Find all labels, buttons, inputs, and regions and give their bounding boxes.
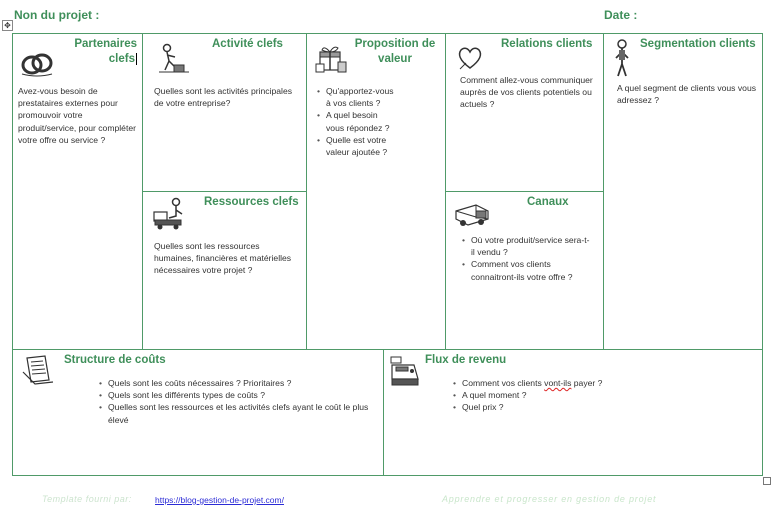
proposition-title: Proposition de valeur: [354, 38, 436, 65]
receipt-icon: [21, 354, 55, 386]
canaux-title: Canaux: [527, 196, 569, 208]
cash-register-icon: [388, 353, 420, 387]
list-item: • A quel besoin vous répondez ?: [326, 109, 395, 133]
spelling-error-mark[interactable]: vont-ils: [544, 378, 572, 388]
truck-icon: [454, 201, 490, 229]
list-item: • A quel moment ?: [462, 389, 743, 401]
partenaires-title: Partenaires clefs: [74, 38, 137, 65]
footer-tagline: Apprendre et progresser en gestion de projet: [442, 494, 657, 504]
list-item: • Comment vos clients vont-ils payer ?: [462, 377, 743, 389]
list-item: • Où votre produit/service sera-t-il vendu ?: [471, 234, 592, 258]
cell-activite-clefs[interactable]: [142, 33, 307, 192]
relations-title: Relations clients: [501, 38, 593, 50]
list-item: • Quelle est votre valeur ajoutée ?: [326, 134, 395, 158]
partenaires-body: Avez-vous besoin de prestataires externes pour promouvoir votre produit/service, pour compléter votre offre ou service ?: [18, 86, 136, 145]
proposition-body: [317, 85, 395, 158]
cell-structure-couts[interactable]: [12, 349, 384, 476]
revenu-title: Flux de revenu: [425, 354, 507, 366]
cell-proposition-valeur[interactable]: [306, 33, 446, 350]
couts-body: [99, 377, 369, 426]
date-label: Date :: [604, 8, 638, 22]
revenu-body: [453, 377, 743, 414]
cell-canaux[interactable]: [445, 191, 604, 350]
person-standing-icon: [612, 38, 632, 78]
couts-title: Structure de coûts: [64, 354, 166, 366]
table-resize-handle[interactable]: [763, 477, 771, 485]
list-item: • Quel prix ?: [462, 401, 743, 413]
relations-body: Comment allez-vous communiquer auprès de vos clients potentiels ou actuels ?: [460, 75, 593, 110]
gift-box-icon: [314, 42, 348, 74]
rings-icon: [19, 48, 55, 78]
template-credit-text: Template fourni par:: [42, 494, 132, 504]
worker-icon: [157, 41, 191, 75]
cell-flux-revenu[interactable]: [383, 349, 763, 476]
segmentation-body: A quel segment de clients vous vous adressez ?: [617, 83, 757, 106]
ressources-title: Ressources clefs: [204, 196, 299, 208]
project-name-label: Non du projet :: [14, 8, 100, 22]
activite-title: Activité clefs: [212, 38, 283, 50]
table-move-handle-icon[interactable]: ✥: [2, 20, 13, 31]
list-item: • Quels sont les coûts nécessaires ? Prioritaires ?: [108, 377, 369, 389]
ressources-body: Quelles sont les ressources humaines, financières et matérielles nécessaires votre projet ?: [154, 241, 292, 276]
forklift-icon: [151, 196, 187, 232]
heart-icon: [456, 45, 484, 71]
list-item: • Quelles sont les ressources et les activités clefs ayant le coût le plus élevé: [108, 401, 369, 425]
segmentation-title: Segmentation clients: [640, 38, 756, 50]
list-item: • Comment vos clients connaitront-ils votre offre ?: [471, 258, 592, 282]
cell-relations-clients[interactable]: [445, 33, 604, 192]
text-cursor: [136, 53, 137, 65]
list-item: • Quels sont les différents types de coûts ?: [108, 389, 369, 401]
template-link[interactable]: https://blog-gestion-de-projet.com/: [155, 495, 284, 505]
cell-ressources-clefs[interactable]: [142, 191, 307, 350]
activite-body: Quelles sont les activités principales de votre entreprise?: [154, 86, 293, 109]
canaux-body: [462, 234, 592, 283]
list-item: • Qu'apportez-vous à vos clients ?: [326, 85, 395, 109]
cell-partenaires-clefs[interactable]: [12, 33, 143, 350]
cell-segmentation-clients[interactable]: [603, 33, 763, 350]
